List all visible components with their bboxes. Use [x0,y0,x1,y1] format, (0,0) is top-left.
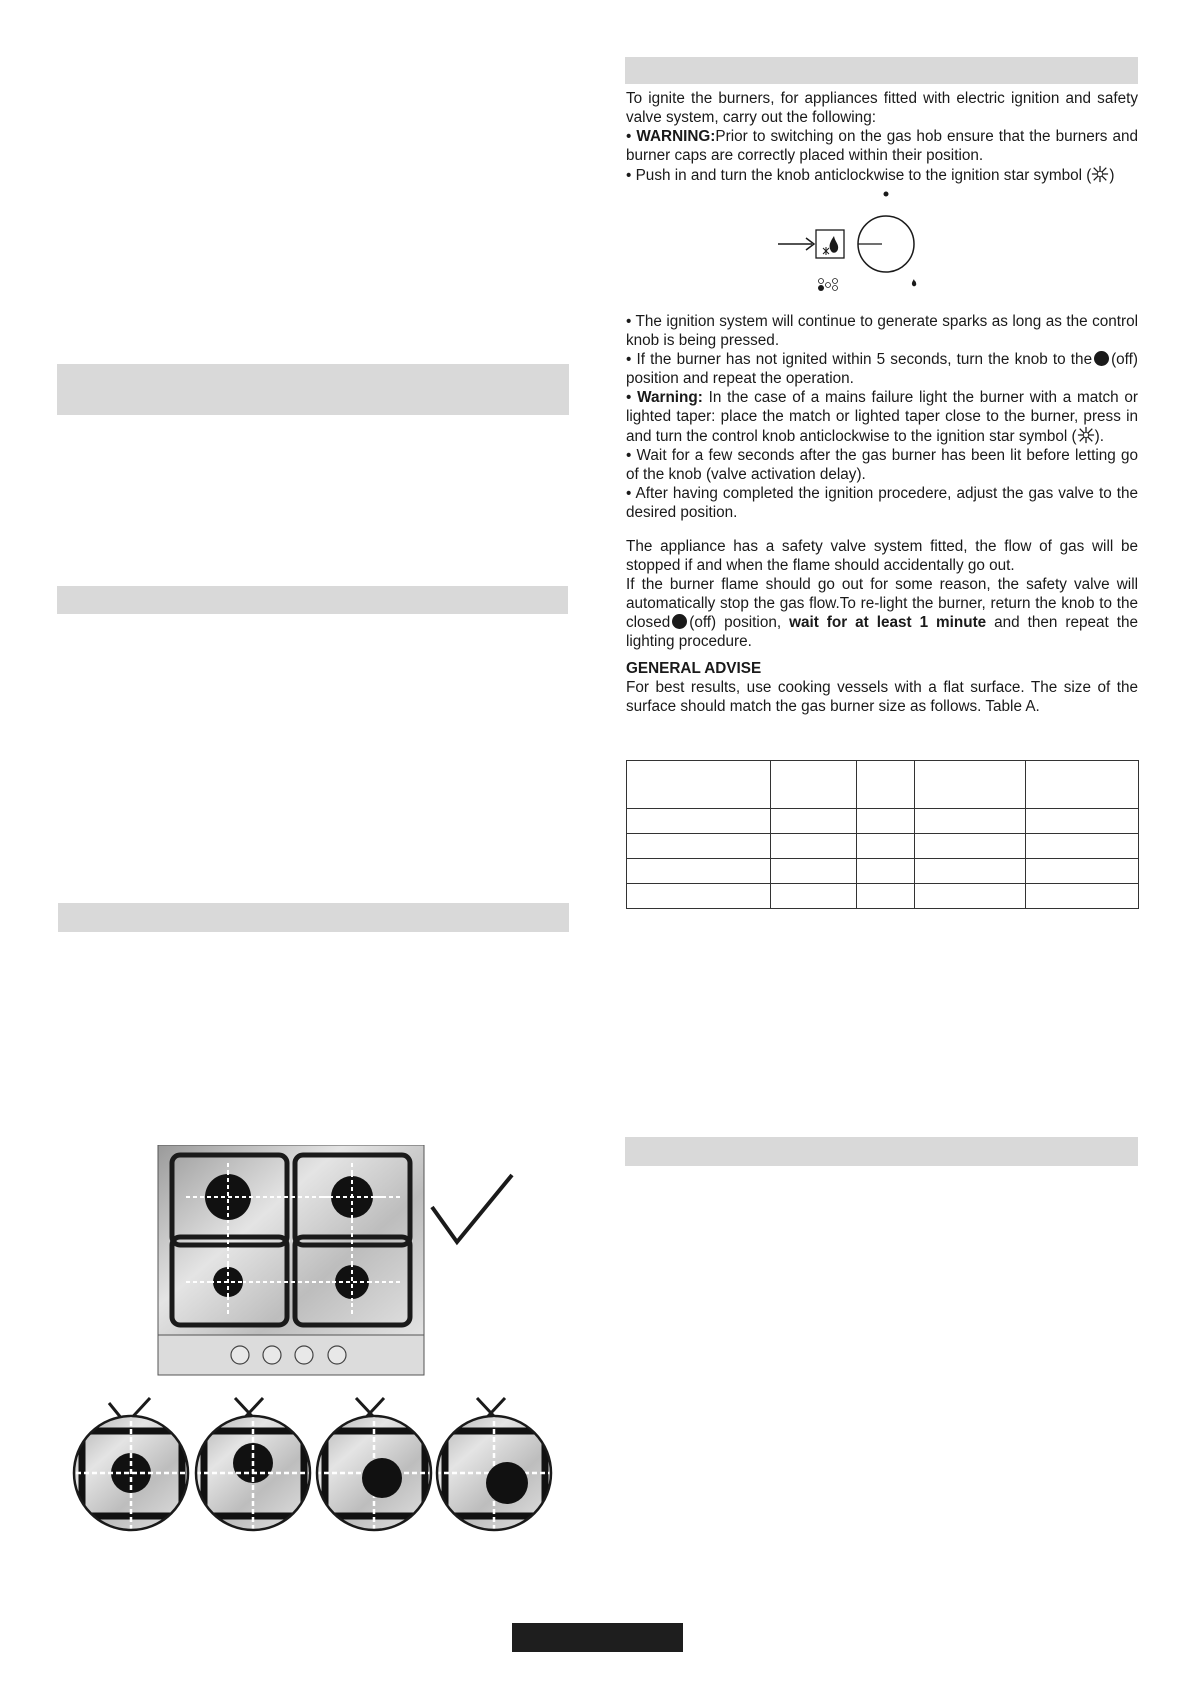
ignition-text-bottom [626,312,1138,716]
warning-text: Prior to switching on the gas hob ensure that the burners and burner caps are correctly placed within their position. [626,128,1138,164]
zoom-wrong-3 [420,1405,570,1545]
check-mark-icon [432,1175,512,1242]
safety-text-2 [626,575,1138,651]
low-flame-icon [912,279,916,286]
mains-text: In the case of a mains failure light the burner with a match or lighted taper: place the match or lighted taper close to the burner, press in and turn the control knob anticlockwise to the ignition star symbol ( [626,389,1139,445]
mains-label: Warning: [637,389,703,406]
zoom-wrong-2 [300,1405,450,1545]
table-row [627,809,1139,834]
hob-illustration [60,1145,570,1545]
not-ignited-a: • If the burner has not ignited within 5 seconds, turn the knob to the [626,351,1093,368]
sparks-text: • The ignition system will continue to generate sparks as long as the control knob is being pressed. [626,313,1138,349]
off-dot [818,285,824,291]
closed-dot-icon [672,614,687,629]
warning-label: WARNING: [636,128,716,145]
safety-2-bold: wait for at least 1 minute [789,614,987,631]
mains-warning: • Warning: In the case of a mains failure light the burner with a match or lighted taper: place the match or lighted taper close to the burner, press in and turn the control knob anticlockwise to the ignition star symbol ( ). [626,389,1139,445]
safety-2c: and then repeat the lighting procedure. [626,614,1139,650]
zoom-wrong-1 [180,1405,330,1545]
push-close: ) [1109,167,1115,184]
safety-2a: If the burner flame should go out for some reason, the safety valve will automatically stop the gas flow.To re-light the burner, return the knob to the closed [626,576,1138,631]
table-row [627,834,1139,859]
burner-table [626,760,1139,909]
ignition-star-icon-2 [1077,426,1095,444]
general-text: For best results, use cooking vessels with a flat surface. The size of the surface should match the gas burner size as follows. Table A. [626,679,1138,715]
safety-2b: (off) position, [689,614,782,631]
knob-diagram [776,186,926,298]
section-bar-bottom [625,1137,1138,1166]
safety-text-1: The appliance has a safety valve system fitted, the flow of gas will be stopped if and when the flame should accidentally go out. [626,538,1138,574]
ignition-intro: To ignite the burners, for appliances fitted with electric ignition and safety valve system, carry out the following: [626,90,1138,126]
push-text: • Push in and turn the knob anticlockwise to the ignition star symbol ( [626,167,1092,184]
table-row [627,884,1139,909]
hob-control-strip [158,1335,424,1375]
section-bar-ignition [625,57,1138,84]
general-heading: GENERAL ADVISE [626,660,762,677]
off-dot-icon [1094,351,1109,366]
table-header-row [627,761,1139,809]
wait-text: • Wait for a few seconds after the gas burner has been lit before letting go of the knob (valve activation delay). [626,447,1138,483]
mains-close: ). [1094,428,1104,445]
top-dot [884,192,889,197]
not-ignited-b: (off) position and repeat the operation. [626,351,1138,387]
section-bar-2 [57,586,568,614]
ignition-push [626,165,1138,185]
section-bar-3 [58,903,569,932]
after-text: • After having completed the ignition procedere, adjust the gas valve to the desired position. [626,485,1138,521]
zoom-correct [60,1405,210,1545]
not-ignited [626,350,1138,388]
ignition-star-icon [1091,165,1109,183]
ignition-text-top [626,89,1138,185]
ignition-warning: • WARNING:Prior to switching on the gas hob ensure that the burners and burner caps are correctly placed within their position. [626,128,1138,164]
page-footer-bar [512,1623,683,1652]
table-row [627,859,1139,884]
section-bar-1 [57,364,569,415]
